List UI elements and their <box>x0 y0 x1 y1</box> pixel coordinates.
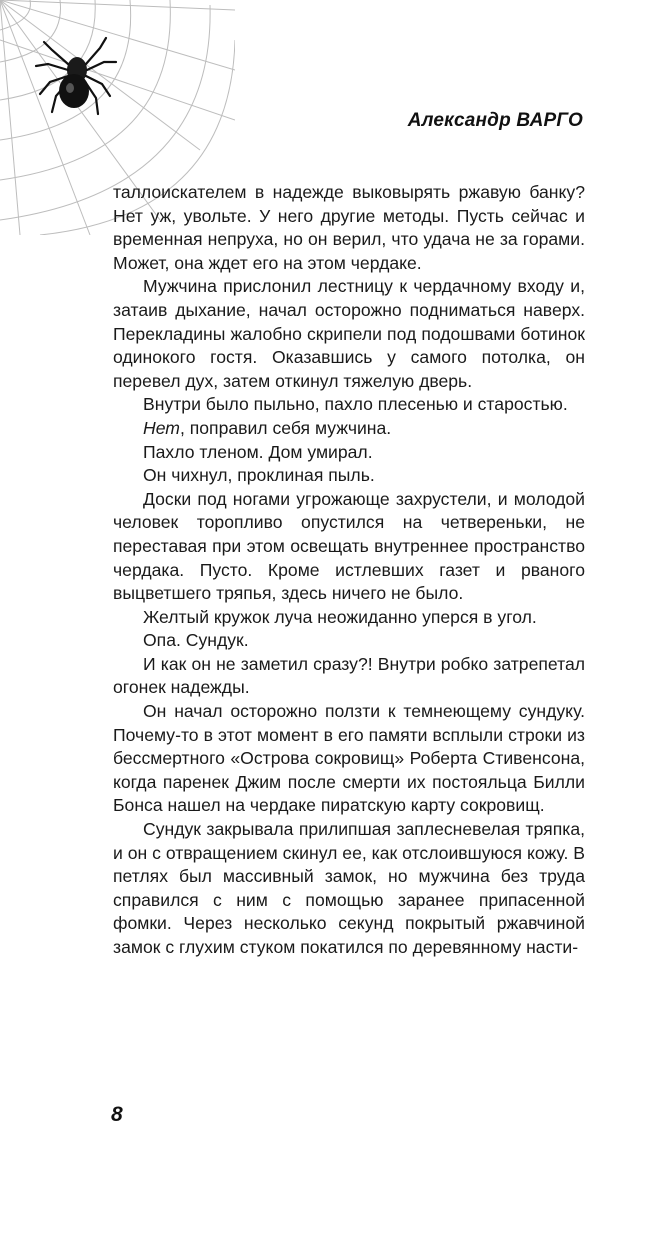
italic-word: Нет <box>143 417 180 438</box>
paragraph: Он чихнул, проклиная пыль. <box>143 465 375 486</box>
paragraph: Внутри было пыльно, пахло плесенью и старостью. <box>143 394 568 415</box>
paragraph: Мужчина прислонил лестницу к чердачному входу и, затаив дыхание, начал осторожно подниматься наверх. Перекладины жалобно скрипели под подошвами ботинок одинокого гостя. Оказавшись у самого потолка, он перевел дух, затем откинул тяжелую дверь. <box>113 276 585 391</box>
paragraph: И как он не заметил сразу?! Внутри робко затрепетал огонек надежды. <box>113 653 585 698</box>
paragraph <box>113 417 585 441</box>
paragraph: Пахло тленом. Дом умирал. <box>143 441 373 462</box>
spider-icon <box>36 38 116 114</box>
paragraph-text: , поправил себя мужчина. <box>179 417 392 438</box>
paragraph: таллоискателем в надежде выковырять ржавую банку? Нет уж, увольте. У него другие методы. Пусть сейчас и временная непруха, но он верил, что удача не за горами. Может, она ждет его на этом чердаке. <box>113 182 585 273</box>
paragraph: Доски под ногами угрожающе захрустели, и молодой человек торопливо опустился на четвереньки, не переставая при этом освещать внутреннее пространство чердака. Пусто. Кроме истлевших газет и рваного выцветшего тряпья, здесь ничего не было. <box>113 488 585 604</box>
paragraph: Сундук закрывала прилипшая заплесневелая тряпка, и он с отвращением скинул ее, как отслоившуюся кожу. В петлях был массивный замок, но мужчина без труда справился с ним с помощью заранее припасенной фомки. Через несколько секунд покрытый ржавчиной замок с глухим стуком покатился по деревянному насти- <box>113 819 585 957</box>
body-text <box>113 181 585 960</box>
page-number: 8 <box>111 1103 123 1126</box>
paragraph: Желтый кружок луча неожиданно уперся в угол. <box>143 606 537 627</box>
paragraph: Опа. Сундук. <box>143 630 249 651</box>
running-head: Александр ВАРГО <box>407 110 583 131</box>
paragraph: Он начал осторожно ползти к темнеющему сундуку. Почему-то в этот момент в его памяти всплыли строки из бессмертного «Острова сокровищ» Роберта Стивенсона, когда паренек Джим после смерти их постояльца Билли Бонса нашел на чердаке пиратскую карту сокровищ. <box>113 701 585 816</box>
